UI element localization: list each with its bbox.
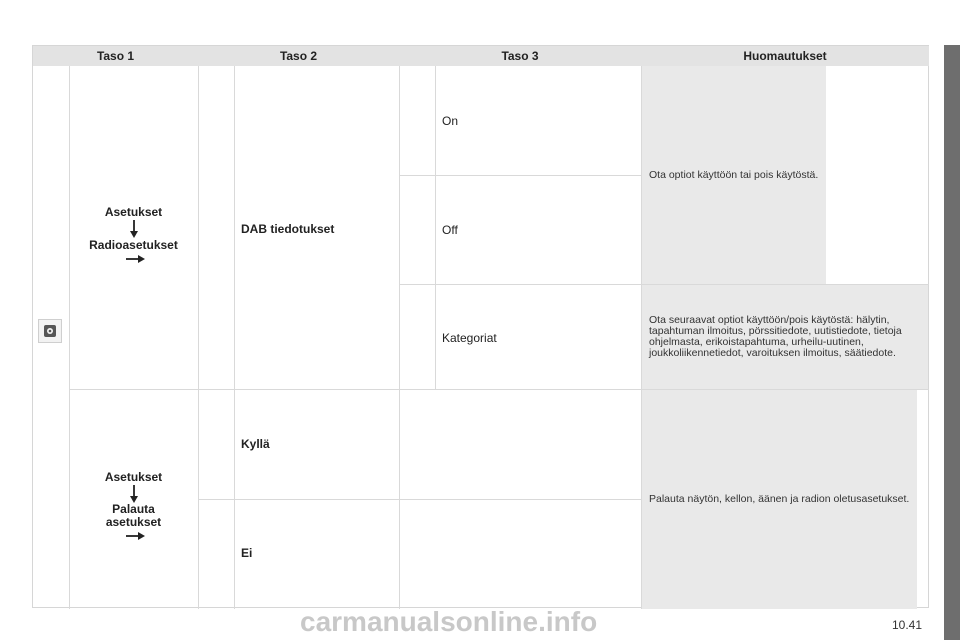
option-no: Ei [241,546,253,560]
arrow-down-icon [129,220,139,238]
level1-reset-settings-label: Palauta asetukset [105,502,162,529]
level1-settings-label: Asetukset [104,205,163,219]
settings-icon [38,319,62,343]
header-level1: Taso 1 [33,46,198,66]
note-on-off-text: Ota optiot käyttöön tai pois käytöstä. [649,168,819,181]
header-level2: Taso 2 [198,46,399,66]
dab-announcements-label: DAB tiedotukset [241,222,335,236]
header-notes: Huomautukset [641,46,929,66]
page-tab-bar [944,45,960,640]
arrow-right-icon [122,531,146,541]
note-reset-text: Palauta näytön, kellon, äänen ja radion oletusasetukset. [649,493,910,505]
option-yes: Kyllä [241,437,270,451]
level1-radio-settings-label: Radioasetukset [89,238,178,252]
arrow-right-icon [122,254,146,264]
arrow-down-icon [129,485,139,503]
option-on: On [442,114,459,128]
section2-level1 [69,470,198,541]
note-categories-text: Ota seuraavat optiot käyttöön/pois käytöstä: hälytin, tapahtuman ilmoitus, pörssitiedote, uutistiedote, tietoja ohjelmasta, erikoistapahtuma, urheilu-uutinen, joukkoliikennetiedot, varoituksen ilmoitus, säätiedote. [649,314,902,359]
option-categories: Kategoriat [442,331,497,345]
level1-settings-label-2: Asetukset [104,470,163,484]
section1-level1 [69,205,198,264]
page-number: 10.41 [891,618,922,632]
note-on-off [641,66,826,284]
header-level3: Taso 3 [399,46,641,66]
watermark: carmanualsonline.info [300,606,598,637]
settings-table [32,45,929,608]
note-categories [641,285,928,389]
note-reset [641,390,917,609]
option-off: Off [442,223,458,237]
